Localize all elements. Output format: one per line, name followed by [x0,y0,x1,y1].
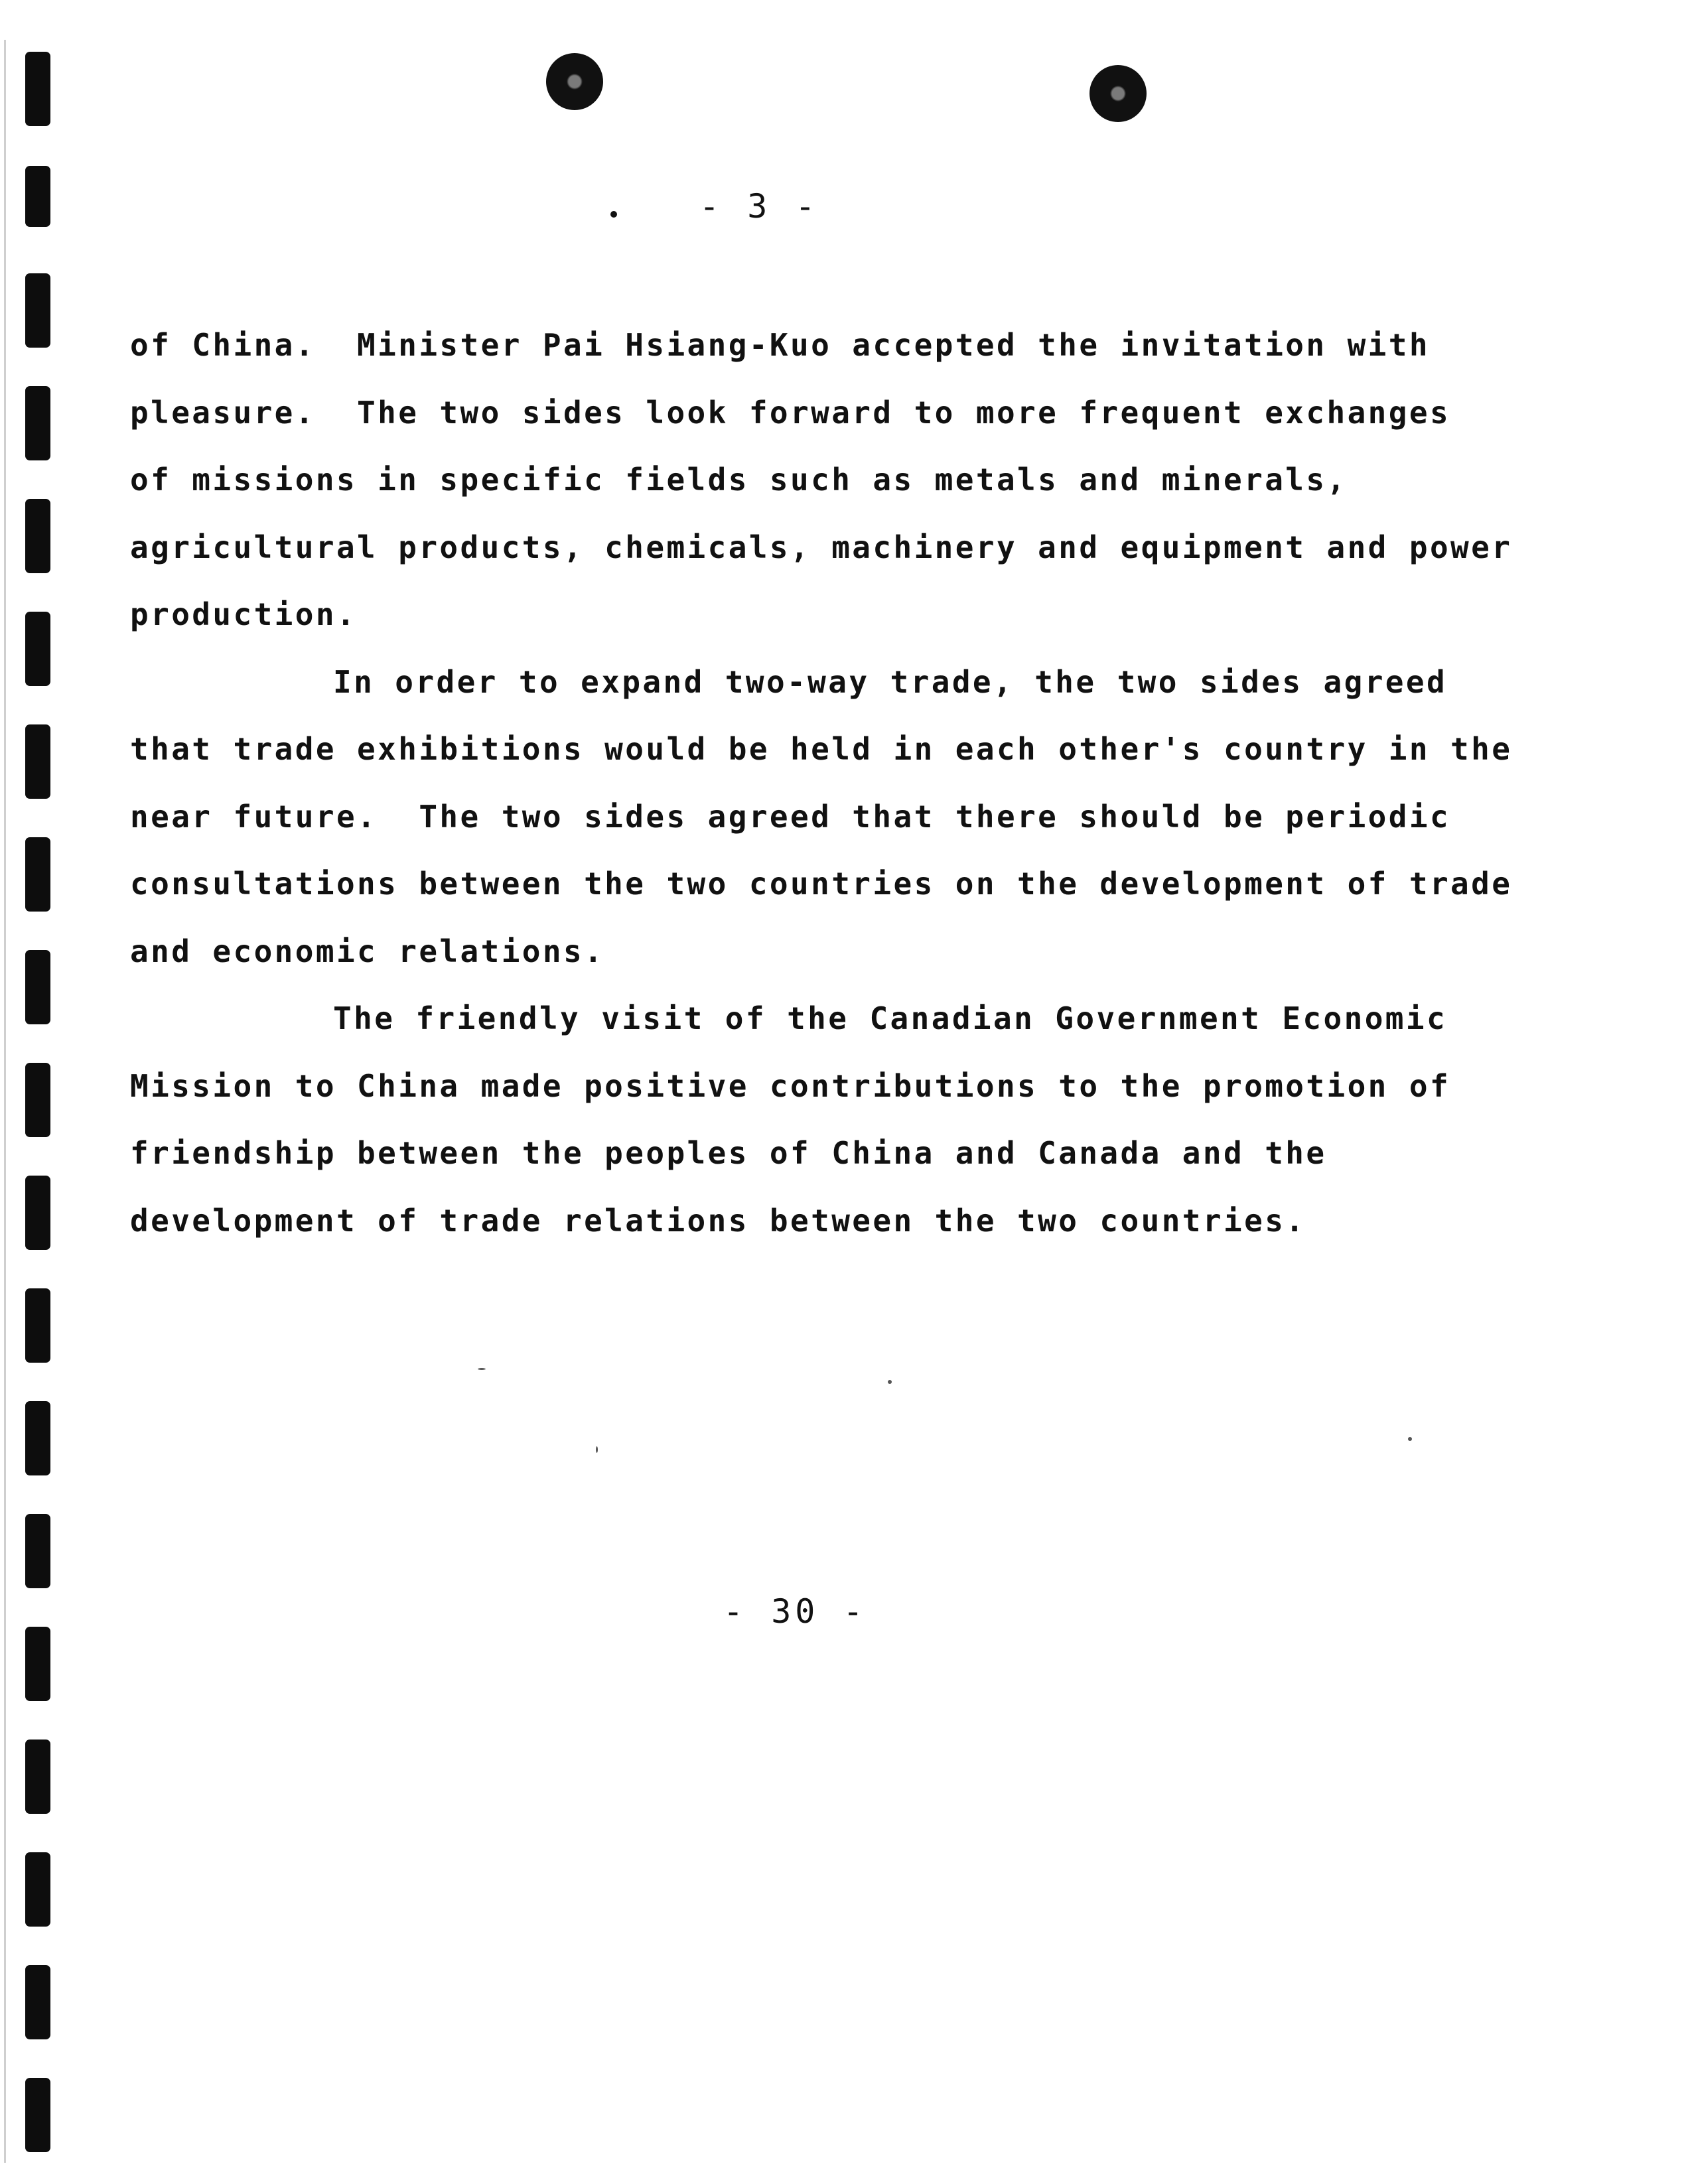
punch-hole [546,53,603,110]
text-line: of missions in specific fields such as metals and minerals, [130,462,1348,498]
binding-mark [25,1514,50,1588]
text-line: Mission to China made positive contributions to the promotion of [130,1067,1451,1104]
binding-mark [25,612,50,686]
text-line: production. [130,596,358,632]
text-line: In order to expand two-way trade, the two sides agreed [333,663,1448,700]
binding-mark [25,1288,50,1363]
binding-mark [25,52,50,126]
binding-mark [25,837,50,912]
text-line: pleasure. The two sides look forward to more frequent exchanges [130,394,1451,431]
body-text [130,312,1530,1255]
text-line: The friendly visit of the Canadian Government Economic [333,1000,1448,1036]
binding-mark [25,386,50,460]
header-page-number: - 3 - [699,187,819,226]
scan-speck [478,1368,486,1370]
stray-dot [610,211,617,218]
binding-mark [25,1852,50,1927]
binding-mark [25,166,50,227]
binding-mark [25,950,50,1024]
text-line: development of trade relations between the two countries. [130,1202,1306,1239]
punch-hole [1089,65,1147,122]
text-line: and economic relations. [130,933,605,969]
binding-mark [25,2078,50,2152]
binding-mark [25,1740,50,1814]
text-line: that trade exhibitions would be held in each other's country in the [130,731,1513,767]
footer-page-number: - 30 - [723,1592,867,1631]
binding-mark [25,273,50,348]
binding-mark [25,1627,50,1701]
binding-mark [25,1965,50,2039]
text-line: consultations between the two countries on the development of trade [130,866,1513,902]
scan-speck [1408,1437,1412,1441]
text-line: friendship between the peoples of China and Canada and the [130,1135,1327,1171]
binding-mark [25,724,50,799]
scan-speck [888,1380,892,1384]
text-line: near future. The two sides agreed that there should be periodic [130,798,1451,835]
binding-mark [25,1176,50,1250]
text-line: agricultural products, chemicals, machinery and equipment and power [130,529,1513,565]
binding-mark [25,1063,50,1137]
binding-mark [25,499,50,573]
page-edge-line [4,40,6,2163]
text-line: of China. Minister Pai Hsiang-Kuo accepted the invitation with [130,327,1430,363]
scan-speck [596,1446,598,1453]
binding-mark [25,1401,50,1475]
